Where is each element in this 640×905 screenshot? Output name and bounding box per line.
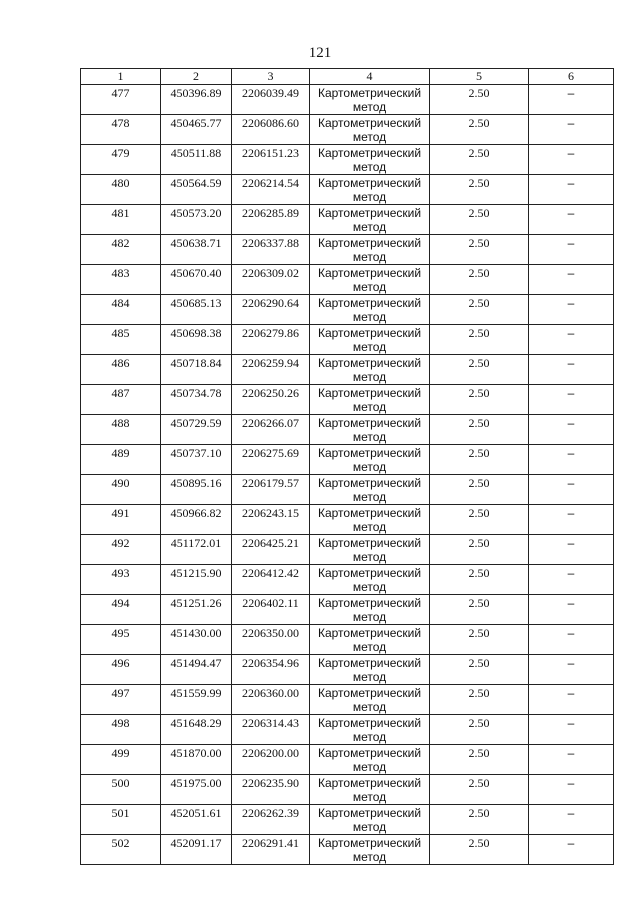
table-row <box>81 565 614 595</box>
table-row <box>81 535 614 565</box>
method-cell: Картометрический метод <box>310 445 430 475</box>
table-row <box>81 715 614 745</box>
table-row <box>81 175 614 205</box>
header-col-4: 4 <box>310 69 430 85</box>
point-number-cell: 496 <box>81 655 161 685</box>
method-cell: Картометрический метод <box>310 235 430 265</box>
table-row <box>81 415 614 445</box>
accuracy-cell: 2.50 <box>430 415 529 445</box>
x-coordinate-cell: 450638.71 <box>161 235 232 265</box>
x-coordinate-cell: 451559.99 <box>161 685 232 715</box>
accuracy-cell: 2.50 <box>430 805 529 835</box>
x-coordinate-cell: 450670.40 <box>161 265 232 295</box>
table-row <box>81 325 614 355</box>
y-coordinate-cell: 2206151.23 <box>232 145 310 175</box>
method-cell: Картометрический метод <box>310 295 430 325</box>
y-coordinate-cell: 2206314.43 <box>232 715 310 745</box>
note-cell: – <box>529 115 614 145</box>
point-number-cell: 480 <box>81 175 161 205</box>
header-col-3: 3 <box>232 69 310 85</box>
note-cell: – <box>529 775 614 805</box>
method-cell: Картометрический метод <box>310 505 430 535</box>
note-cell: – <box>529 685 614 715</box>
y-coordinate-cell: 2206243.15 <box>232 505 310 535</box>
method-cell: Картометрический метод <box>310 745 430 775</box>
note-cell: – <box>529 595 614 625</box>
x-coordinate-cell: 452051.61 <box>161 805 232 835</box>
y-coordinate-cell: 2206266.07 <box>232 415 310 445</box>
table-row <box>81 805 614 835</box>
coordinates-table <box>80 68 614 865</box>
point-number-cell: 492 <box>81 535 161 565</box>
accuracy-cell: 2.50 <box>430 85 529 115</box>
accuracy-cell: 2.50 <box>430 235 529 265</box>
table-body <box>81 85 614 865</box>
x-coordinate-cell: 452091.17 <box>161 835 232 865</box>
method-cell: Картометрический метод <box>310 265 430 295</box>
y-coordinate-cell: 2206039.49 <box>232 85 310 115</box>
x-coordinate-cell: 450737.10 <box>161 445 232 475</box>
method-cell: Картометрический метод <box>310 205 430 235</box>
point-number-cell: 491 <box>81 505 161 535</box>
y-coordinate-cell: 2206425.21 <box>232 535 310 565</box>
table-row <box>81 505 614 535</box>
table-row <box>81 835 614 865</box>
accuracy-cell: 2.50 <box>430 505 529 535</box>
note-cell: – <box>529 535 614 565</box>
x-coordinate-cell: 450734.78 <box>161 385 232 415</box>
accuracy-cell: 2.50 <box>430 685 529 715</box>
point-number-cell: 501 <box>81 805 161 835</box>
point-number-cell: 479 <box>81 145 161 175</box>
y-coordinate-cell: 2206200.00 <box>232 745 310 775</box>
header-col-6: 6 <box>529 69 614 85</box>
point-number-cell: 486 <box>81 355 161 385</box>
accuracy-cell: 2.50 <box>430 175 529 205</box>
point-number-cell: 495 <box>81 625 161 655</box>
point-number-cell: 494 <box>81 595 161 625</box>
y-coordinate-cell: 2206291.41 <box>232 835 310 865</box>
accuracy-cell: 2.50 <box>430 385 529 415</box>
y-coordinate-cell: 2206350.00 <box>232 625 310 655</box>
table-row <box>81 445 614 475</box>
table-row <box>81 205 614 235</box>
x-coordinate-cell: 450718.84 <box>161 355 232 385</box>
point-number-cell: 499 <box>81 745 161 775</box>
x-coordinate-cell: 451215.90 <box>161 565 232 595</box>
point-number-cell: 487 <box>81 385 161 415</box>
x-coordinate-cell: 450573.20 <box>161 205 232 235</box>
accuracy-cell: 2.50 <box>430 115 529 145</box>
note-cell: – <box>529 325 614 355</box>
note-cell: – <box>529 565 614 595</box>
y-coordinate-cell: 2206262.39 <box>232 805 310 835</box>
accuracy-cell: 2.50 <box>430 625 529 655</box>
method-cell: Картометрический метод <box>310 805 430 835</box>
y-coordinate-cell: 2206250.26 <box>232 385 310 415</box>
point-number-cell: 500 <box>81 775 161 805</box>
note-cell: – <box>529 265 614 295</box>
x-coordinate-cell: 451975.00 <box>161 775 232 805</box>
x-coordinate-cell: 450511.88 <box>161 145 232 175</box>
note-cell: – <box>529 655 614 685</box>
x-coordinate-cell: 451870.00 <box>161 745 232 775</box>
point-number-cell: 485 <box>81 325 161 355</box>
x-coordinate-cell: 450396.89 <box>161 85 232 115</box>
y-coordinate-cell: 2206360.00 <box>232 685 310 715</box>
accuracy-cell: 2.50 <box>430 775 529 805</box>
note-cell: – <box>529 355 614 385</box>
point-number-cell: 477 <box>81 85 161 115</box>
accuracy-cell: 2.50 <box>430 355 529 385</box>
note-cell: – <box>529 835 614 865</box>
accuracy-cell: 2.50 <box>430 265 529 295</box>
x-coordinate-cell: 450698.38 <box>161 325 232 355</box>
point-number-cell: 498 <box>81 715 161 745</box>
table-row <box>81 295 614 325</box>
x-coordinate-cell: 450685.13 <box>161 295 232 325</box>
table-row <box>81 85 614 115</box>
method-cell: Картометрический метод <box>310 715 430 745</box>
x-coordinate-cell: 451648.29 <box>161 715 232 745</box>
y-coordinate-cell: 2206235.90 <box>232 775 310 805</box>
table-row <box>81 655 614 685</box>
method-cell: Картометрический метод <box>310 775 430 805</box>
table-row <box>81 625 614 655</box>
accuracy-cell: 2.50 <box>430 205 529 235</box>
accuracy-cell: 2.50 <box>430 565 529 595</box>
y-coordinate-cell: 2206259.94 <box>232 355 310 385</box>
method-cell: Картометрический метод <box>310 415 430 445</box>
table-row <box>81 685 614 715</box>
point-number-cell: 478 <box>81 115 161 145</box>
accuracy-cell: 2.50 <box>430 655 529 685</box>
point-number-cell: 493 <box>81 565 161 595</box>
note-cell: – <box>529 475 614 505</box>
method-cell: Картометрический метод <box>310 85 430 115</box>
y-coordinate-cell: 2206290.64 <box>232 295 310 325</box>
note-cell: – <box>529 715 614 745</box>
table-row <box>81 235 614 265</box>
method-cell: Картометрический метод <box>310 145 430 175</box>
note-cell: – <box>529 625 614 655</box>
point-number-cell: 482 <box>81 235 161 265</box>
y-coordinate-cell: 2206279.86 <box>232 325 310 355</box>
y-coordinate-cell: 2206402.11 <box>232 595 310 625</box>
header-col-1: 1 <box>81 69 161 85</box>
note-cell: – <box>529 235 614 265</box>
x-coordinate-cell: 450966.82 <box>161 505 232 535</box>
x-coordinate-cell: 450729.59 <box>161 415 232 445</box>
y-coordinate-cell: 2206179.57 <box>232 475 310 505</box>
method-cell: Картометрический метод <box>310 625 430 655</box>
page-number: 121 <box>308 45 332 61</box>
note-cell: – <box>529 505 614 535</box>
method-cell: Картометрический метод <box>310 655 430 685</box>
table-row <box>81 775 614 805</box>
method-cell: Картометрический метод <box>310 475 430 505</box>
x-coordinate-cell: 450895.16 <box>161 475 232 505</box>
method-cell: Картометрический метод <box>310 835 430 865</box>
table-row <box>81 385 614 415</box>
x-coordinate-cell: 451251.26 <box>161 595 232 625</box>
method-cell: Картометрический метод <box>310 595 430 625</box>
x-coordinate-cell: 451494.47 <box>161 655 232 685</box>
table-row <box>81 265 614 295</box>
y-coordinate-cell: 2206214.54 <box>232 175 310 205</box>
y-coordinate-cell: 2206412.42 <box>232 565 310 595</box>
x-coordinate-cell: 450564.59 <box>161 175 232 205</box>
point-number-cell: 497 <box>81 685 161 715</box>
note-cell: – <box>529 295 614 325</box>
note-cell: – <box>529 175 614 205</box>
accuracy-cell: 2.50 <box>430 475 529 505</box>
accuracy-cell: 2.50 <box>430 835 529 865</box>
method-cell: Картометрический метод <box>310 175 430 205</box>
x-coordinate-cell: 450465.77 <box>161 115 232 145</box>
point-number-cell: 483 <box>81 265 161 295</box>
note-cell: – <box>529 205 614 235</box>
note-cell: – <box>529 385 614 415</box>
accuracy-cell: 2.50 <box>430 445 529 475</box>
accuracy-cell: 2.50 <box>430 535 529 565</box>
table-row <box>81 595 614 625</box>
note-cell: – <box>529 445 614 475</box>
y-coordinate-cell: 2206086.60 <box>232 115 310 145</box>
y-coordinate-cell: 2206354.96 <box>232 655 310 685</box>
table-row <box>81 115 614 145</box>
x-coordinate-cell: 451172.01 <box>161 535 232 565</box>
method-cell: Картометрический метод <box>310 685 430 715</box>
method-cell: Картометрический метод <box>310 115 430 145</box>
accuracy-cell: 2.50 <box>430 715 529 745</box>
method-cell: Картометрический метод <box>310 325 430 355</box>
method-cell: Картометрический метод <box>310 535 430 565</box>
header-col-2: 2 <box>161 69 232 85</box>
point-number-cell: 490 <box>81 475 161 505</box>
note-cell: – <box>529 805 614 835</box>
accuracy-cell: 2.50 <box>430 745 529 775</box>
method-cell: Картометрический метод <box>310 385 430 415</box>
note-cell: – <box>529 745 614 775</box>
accuracy-cell: 2.50 <box>430 325 529 355</box>
note-cell: – <box>529 145 614 175</box>
table-row <box>81 145 614 175</box>
accuracy-cell: 2.50 <box>430 595 529 625</box>
method-cell: Картометрический метод <box>310 355 430 385</box>
point-number-cell: 502 <box>81 835 161 865</box>
table-row <box>81 355 614 385</box>
point-number-cell: 488 <box>81 415 161 445</box>
note-cell: – <box>529 85 614 115</box>
header-row <box>81 69 614 85</box>
point-number-cell: 484 <box>81 295 161 325</box>
header-col-5: 5 <box>430 69 529 85</box>
point-number-cell: 489 <box>81 445 161 475</box>
y-coordinate-cell: 2206309.02 <box>232 265 310 295</box>
table-row <box>81 475 614 505</box>
point-number-cell: 481 <box>81 205 161 235</box>
x-coordinate-cell: 451430.00 <box>161 625 232 655</box>
accuracy-cell: 2.50 <box>430 145 529 175</box>
y-coordinate-cell: 2206285.89 <box>232 205 310 235</box>
table-row <box>81 745 614 775</box>
accuracy-cell: 2.50 <box>430 295 529 325</box>
y-coordinate-cell: 2206275.69 <box>232 445 310 475</box>
y-coordinate-cell: 2206337.88 <box>232 235 310 265</box>
note-cell: – <box>529 415 614 445</box>
method-cell: Картометрический метод <box>310 565 430 595</box>
